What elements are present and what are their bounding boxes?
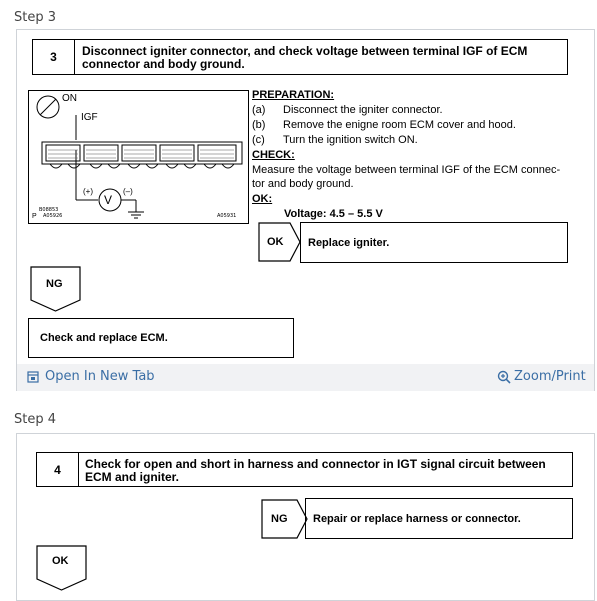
diagram-plus-label: (+): [83, 187, 93, 196]
open-in-new-tab-label: Open In New Tab: [45, 369, 155, 384]
step-3-header: [32, 39, 568, 75]
step-4-ng-result-box: [305, 498, 573, 539]
diagram-code-2: A05926: [43, 213, 63, 219]
prep-a-text: Disconnect the igniter connector.: [283, 104, 443, 116]
ok-result-text: Replace igniter.: [308, 236, 390, 249]
ecm-connector-diagram: [28, 90, 249, 224]
preparation-heading: PREPARATION:: [252, 89, 335, 101]
diagram-minus-label: (–): [123, 187, 133, 196]
check-heading: CHECK:: [252, 149, 295, 161]
prep-b-text: Remove the enigne room ECM cover and hood.: [283, 119, 516, 131]
new-tab-icon: [27, 371, 39, 383]
step-4-ng-tag: NG: [271, 513, 288, 525]
step-4-ok-tag: OK: [52, 555, 69, 567]
zoom-in-icon: [497, 370, 511, 384]
diagram-voltmeter-label: V: [104, 193, 113, 207]
step-4-ok-arrow-box: [36, 545, 88, 591]
ecm-connector-illustration: [28, 90, 249, 224]
ok-branch-tag: OK: [267, 236, 284, 248]
step-3-card: [16, 29, 595, 391]
diagram-igf-label: IGF: [81, 112, 98, 123]
step-4-header: [36, 452, 573, 487]
step-4-card: [16, 433, 595, 601]
step-4-ng-result-text: Repair or replace harness or connector.: [313, 512, 521, 525]
diagram-code-1: B08853: [39, 207, 59, 213]
ok-result-box: [300, 222, 568, 263]
step-4-number: 4: [37, 453, 79, 486]
step-3-title: Disconnect igniter connector, and check voltage between terminal IGF of ECM connector and body ground.: [82, 44, 528, 71]
prep-a-mark: (a): [252, 104, 266, 116]
zoom-print-link[interactable]: [497, 369, 586, 384]
step-3-number: 3: [33, 40, 75, 74]
diagram-on-label: ON: [62, 93, 77, 104]
diagram-code-3: A05931: [217, 213, 237, 219]
check-text-line-2: tor and body ground.: [252, 178, 354, 190]
prep-b-mark: (b): [252, 119, 266, 131]
ng-result-box: [28, 318, 294, 358]
step-3-label: Step 3: [14, 10, 57, 25]
ok-heading: OK:: [252, 193, 273, 205]
ng-result-text: Check and replace ECM.: [40, 332, 168, 344]
zoom-print-label: Zoom/Print: [514, 369, 586, 384]
check-text-line-1: Measure the voltage between terminal IGF of the ECM connec-: [252, 164, 561, 176]
step-4-label: Step 4: [14, 412, 57, 427]
open-in-new-tab-link[interactable]: [27, 369, 155, 384]
prep-c-mark: (c): [252, 134, 265, 146]
prep-c-text: Turn the ignition switch ON.: [283, 134, 418, 146]
ng-branch-tag: NG: [46, 278, 63, 290]
ok-voltage-value: Voltage: 4.5 – 5.5 V: [284, 208, 383, 220]
step-4-title: Check for open and short in harness and connector in IGT signal circuit between ECM and igniter.: [85, 457, 546, 484]
diagram-p-label: P: [32, 213, 37, 220]
